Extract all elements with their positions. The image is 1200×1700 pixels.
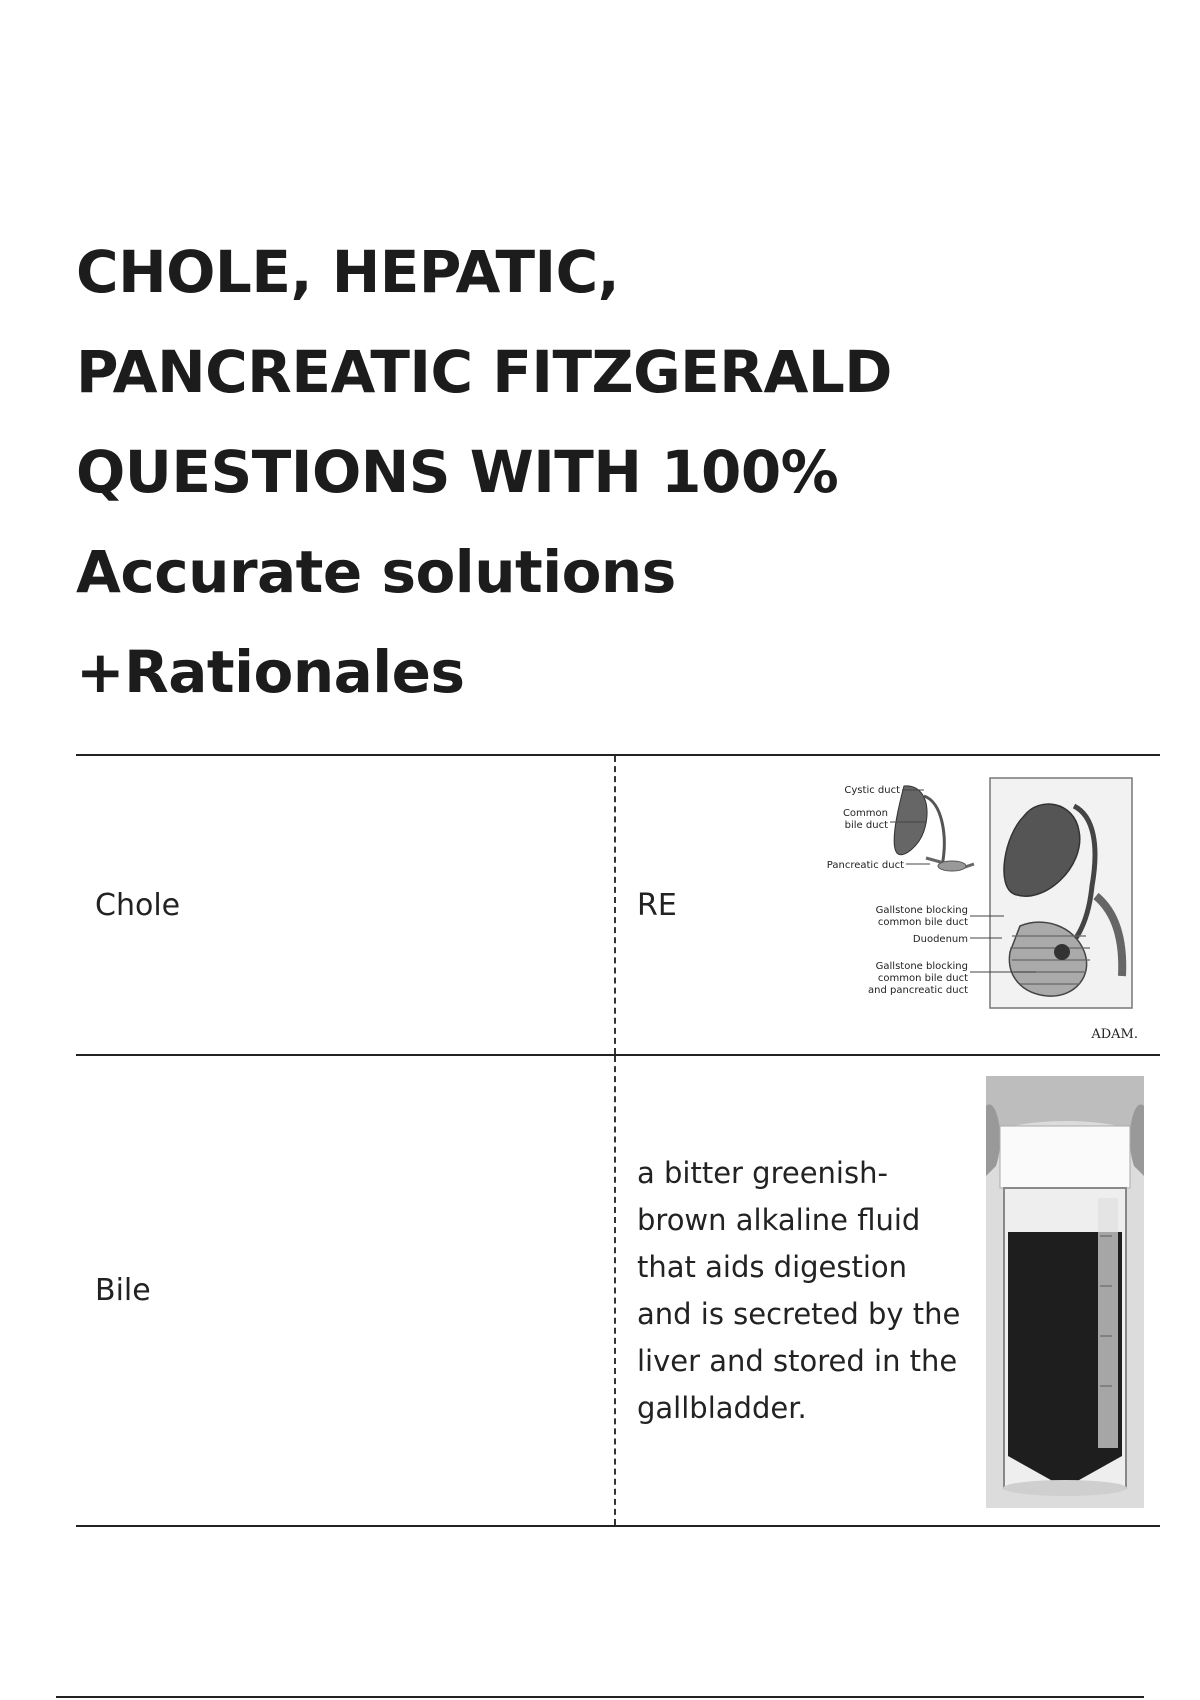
- diagram-label: common bile duct: [877, 917, 968, 928]
- flashcard-row: [76, 754, 1160, 1054]
- flashcard-table: [76, 754, 1160, 1527]
- title-line-4: Accurate solutions: [76, 538, 676, 606]
- diagram-label: Cystic duct: [844, 785, 900, 796]
- diagram-label: Pancreatic duct: [826, 860, 904, 871]
- title-line-5: +Rationales: [76, 638, 465, 706]
- term-cell: [76, 1056, 616, 1525]
- diagram-label: Gallstone blocking: [875, 905, 968, 916]
- term-text: Bile: [95, 1273, 151, 1308]
- diagram-label: and pancreatic duct: [868, 985, 968, 996]
- diagram-label: Common: [842, 808, 888, 819]
- diagram-label: common bile duct: [877, 973, 968, 984]
- flashcard-row: [76, 1054, 1160, 1527]
- title-line-1: CHOLE, HEPATIC,: [76, 238, 620, 306]
- definition-text: RE: [637, 887, 677, 923]
- diagram-label: bile duct: [844, 820, 888, 831]
- bile-sample-tube-image: [986, 1076, 1144, 1508]
- definition-cell: [616, 1056, 1160, 1525]
- document-title: [76, 222, 1136, 722]
- definition-text: a bitter greenish-brown alkaline fluid that aids digestion and is secreted by the liver and stored in the gallbladder.: [637, 1155, 961, 1425]
- image-credit: ADAM.: [1091, 1027, 1138, 1042]
- gallbladder-diagram-image: [824, 776, 1142, 1044]
- diagram-label: Gallstone blocking: [875, 961, 968, 972]
- definition-cell: [616, 756, 1160, 1054]
- title-line-3: QUESTIONS WITH 100%: [76, 438, 839, 506]
- footer-divider: [56, 1696, 1144, 1698]
- title-line-2: PANCREATIC FITZGERALD: [76, 338, 892, 406]
- term-cell: [76, 756, 616, 1054]
- term-text: Chole: [95, 887, 181, 923]
- diagram-label: Duodenum: [912, 934, 968, 945]
